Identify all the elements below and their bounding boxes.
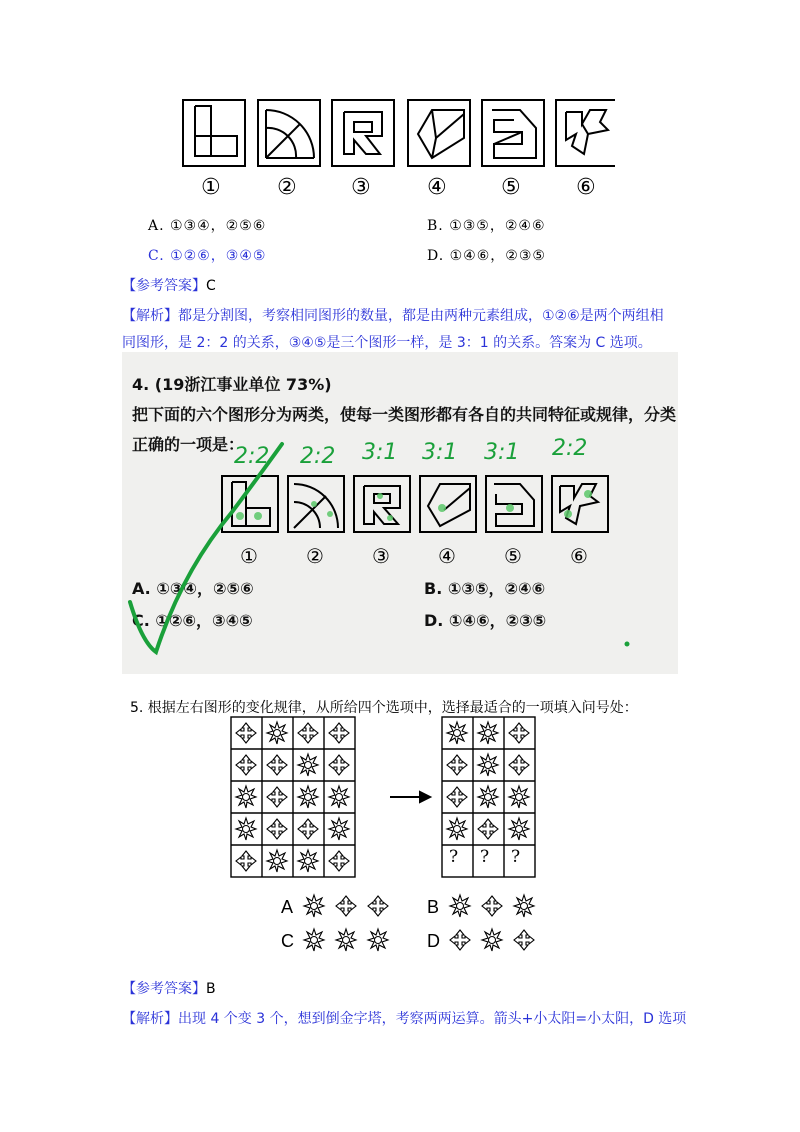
handwriting-3: 3:1 — [362, 440, 398, 465]
answer-tag: 【参考答案】 — [122, 278, 206, 294]
handwriting-2: 2:2 — [300, 444, 336, 469]
option-a: A. ①③④，②⑤⑥ — [148, 218, 267, 234]
photo-question-line-2: 正确的一项是： — [132, 435, 245, 454]
handwriting-4: 3:1 — [422, 440, 458, 465]
analysis-line-2: 同图形，是 2：2 的关系，③④⑤是三个图形一样，是 3：1 的关系。答案为 C 选项。 — [122, 335, 652, 351]
figure-label-4: ④ — [427, 175, 447, 200]
option-letter-c: C — [281, 931, 294, 951]
analysis-tag: 【解析】 — [122, 308, 178, 324]
option-c-symbols — [304, 929, 388, 951]
photo-header: 4. (19浙江事业单位 73%) — [132, 375, 332, 394]
option-d-symbols — [450, 929, 534, 951]
photo-option-d: D. ①④⑥，②③⑤ — [424, 611, 547, 630]
q5-options-symbols — [300, 893, 550, 955]
photo-figure-label-6: ⑥ — [570, 544, 588, 568]
handwriting-6: 2:2 — [552, 436, 588, 461]
q5-answer-tag: 【参考答案】 — [122, 981, 206, 997]
q5-answer-value: B — [206, 981, 216, 997]
figure-label-6: ⑥ — [576, 175, 596, 200]
figure-label-3: ③ — [351, 175, 371, 200]
option-letter-a: A — [281, 897, 294, 917]
photo-figure-label-1: ① — [240, 544, 258, 568]
analysis-line-q5 — [122, 1008, 686, 1028]
option-a-symbols — [304, 895, 388, 917]
option-b-symbols — [450, 895, 534, 917]
option-b: B. ①③⑤，②④⑥ — [427, 218, 546, 234]
photo-option-b: B. ①③⑤，②④⑥ — [424, 579, 546, 598]
transform-arrow — [390, 792, 430, 802]
figure-3 — [332, 100, 394, 166]
option-d: D. ①④⑥，②③⑤ — [427, 248, 546, 264]
figure-label-1: ① — [201, 175, 221, 200]
question-mark-1: ? — [449, 847, 459, 867]
photo-figure-label-4: ④ — [438, 544, 456, 568]
figure-4 — [408, 100, 470, 166]
photo-option-a: A. ①③④，②⑤⑥ — [132, 579, 254, 598]
answer-line-top — [122, 275, 216, 295]
option-letter-d: D — [427, 931, 440, 951]
answer-value: C — [206, 278, 216, 294]
option-letter-b: B — [427, 897, 440, 917]
answer-line-q5 — [122, 978, 216, 998]
annotated-photo — [122, 352, 678, 674]
q5-analysis-tag: 【解析】 — [122, 1011, 178, 1027]
figure-label-5: ⑤ — [501, 175, 521, 200]
photo-figure-label-3: ③ — [372, 544, 390, 568]
question-5-text: 5. 根据左右图形的变化规律，从所给四个选项中，选择最适合的一项填入问号处： — [130, 700, 638, 716]
figure-2 — [258, 100, 320, 166]
photo-question-line-1: 把下面的六个图形分为两类，使每一类图形都有各自的共同特征或规律，分类 — [132, 405, 677, 424]
option-c: C. ①②⑥，③④⑤ — [148, 248, 267, 264]
figure-label-2: ② — [277, 175, 297, 200]
photo-option-c: C. ①②⑥，③④⑤ — [132, 611, 253, 630]
handwriting-1: 2:2 — [234, 444, 270, 469]
question-mark-2: ? — [480, 847, 490, 867]
figure-1 — [183, 100, 245, 166]
question-mark-3: ? — [511, 847, 521, 867]
handwriting-5: 3:1 — [484, 440, 520, 465]
analysis-text-1: 都是分割图，考察相同图形的数量，都是由两种元素组成，①②⑥是两个两组相 — [178, 308, 664, 324]
photo-figure-label-2: ② — [306, 544, 324, 568]
figure-6 — [556, 100, 615, 166]
analysis-line-1 — [122, 305, 664, 325]
q5-analysis-text: 出现 4 个变 3 个，想到倒金字塔，考察两两运算。箭头+小太阳=小太阳，D 选项 — [178, 1011, 687, 1027]
photo-figure-label-5: ⑤ — [504, 544, 522, 568]
figure-row-top — [180, 98, 615, 170]
handwritten-check-mark — [122, 352, 678, 674]
figure-5 — [482, 100, 544, 166]
